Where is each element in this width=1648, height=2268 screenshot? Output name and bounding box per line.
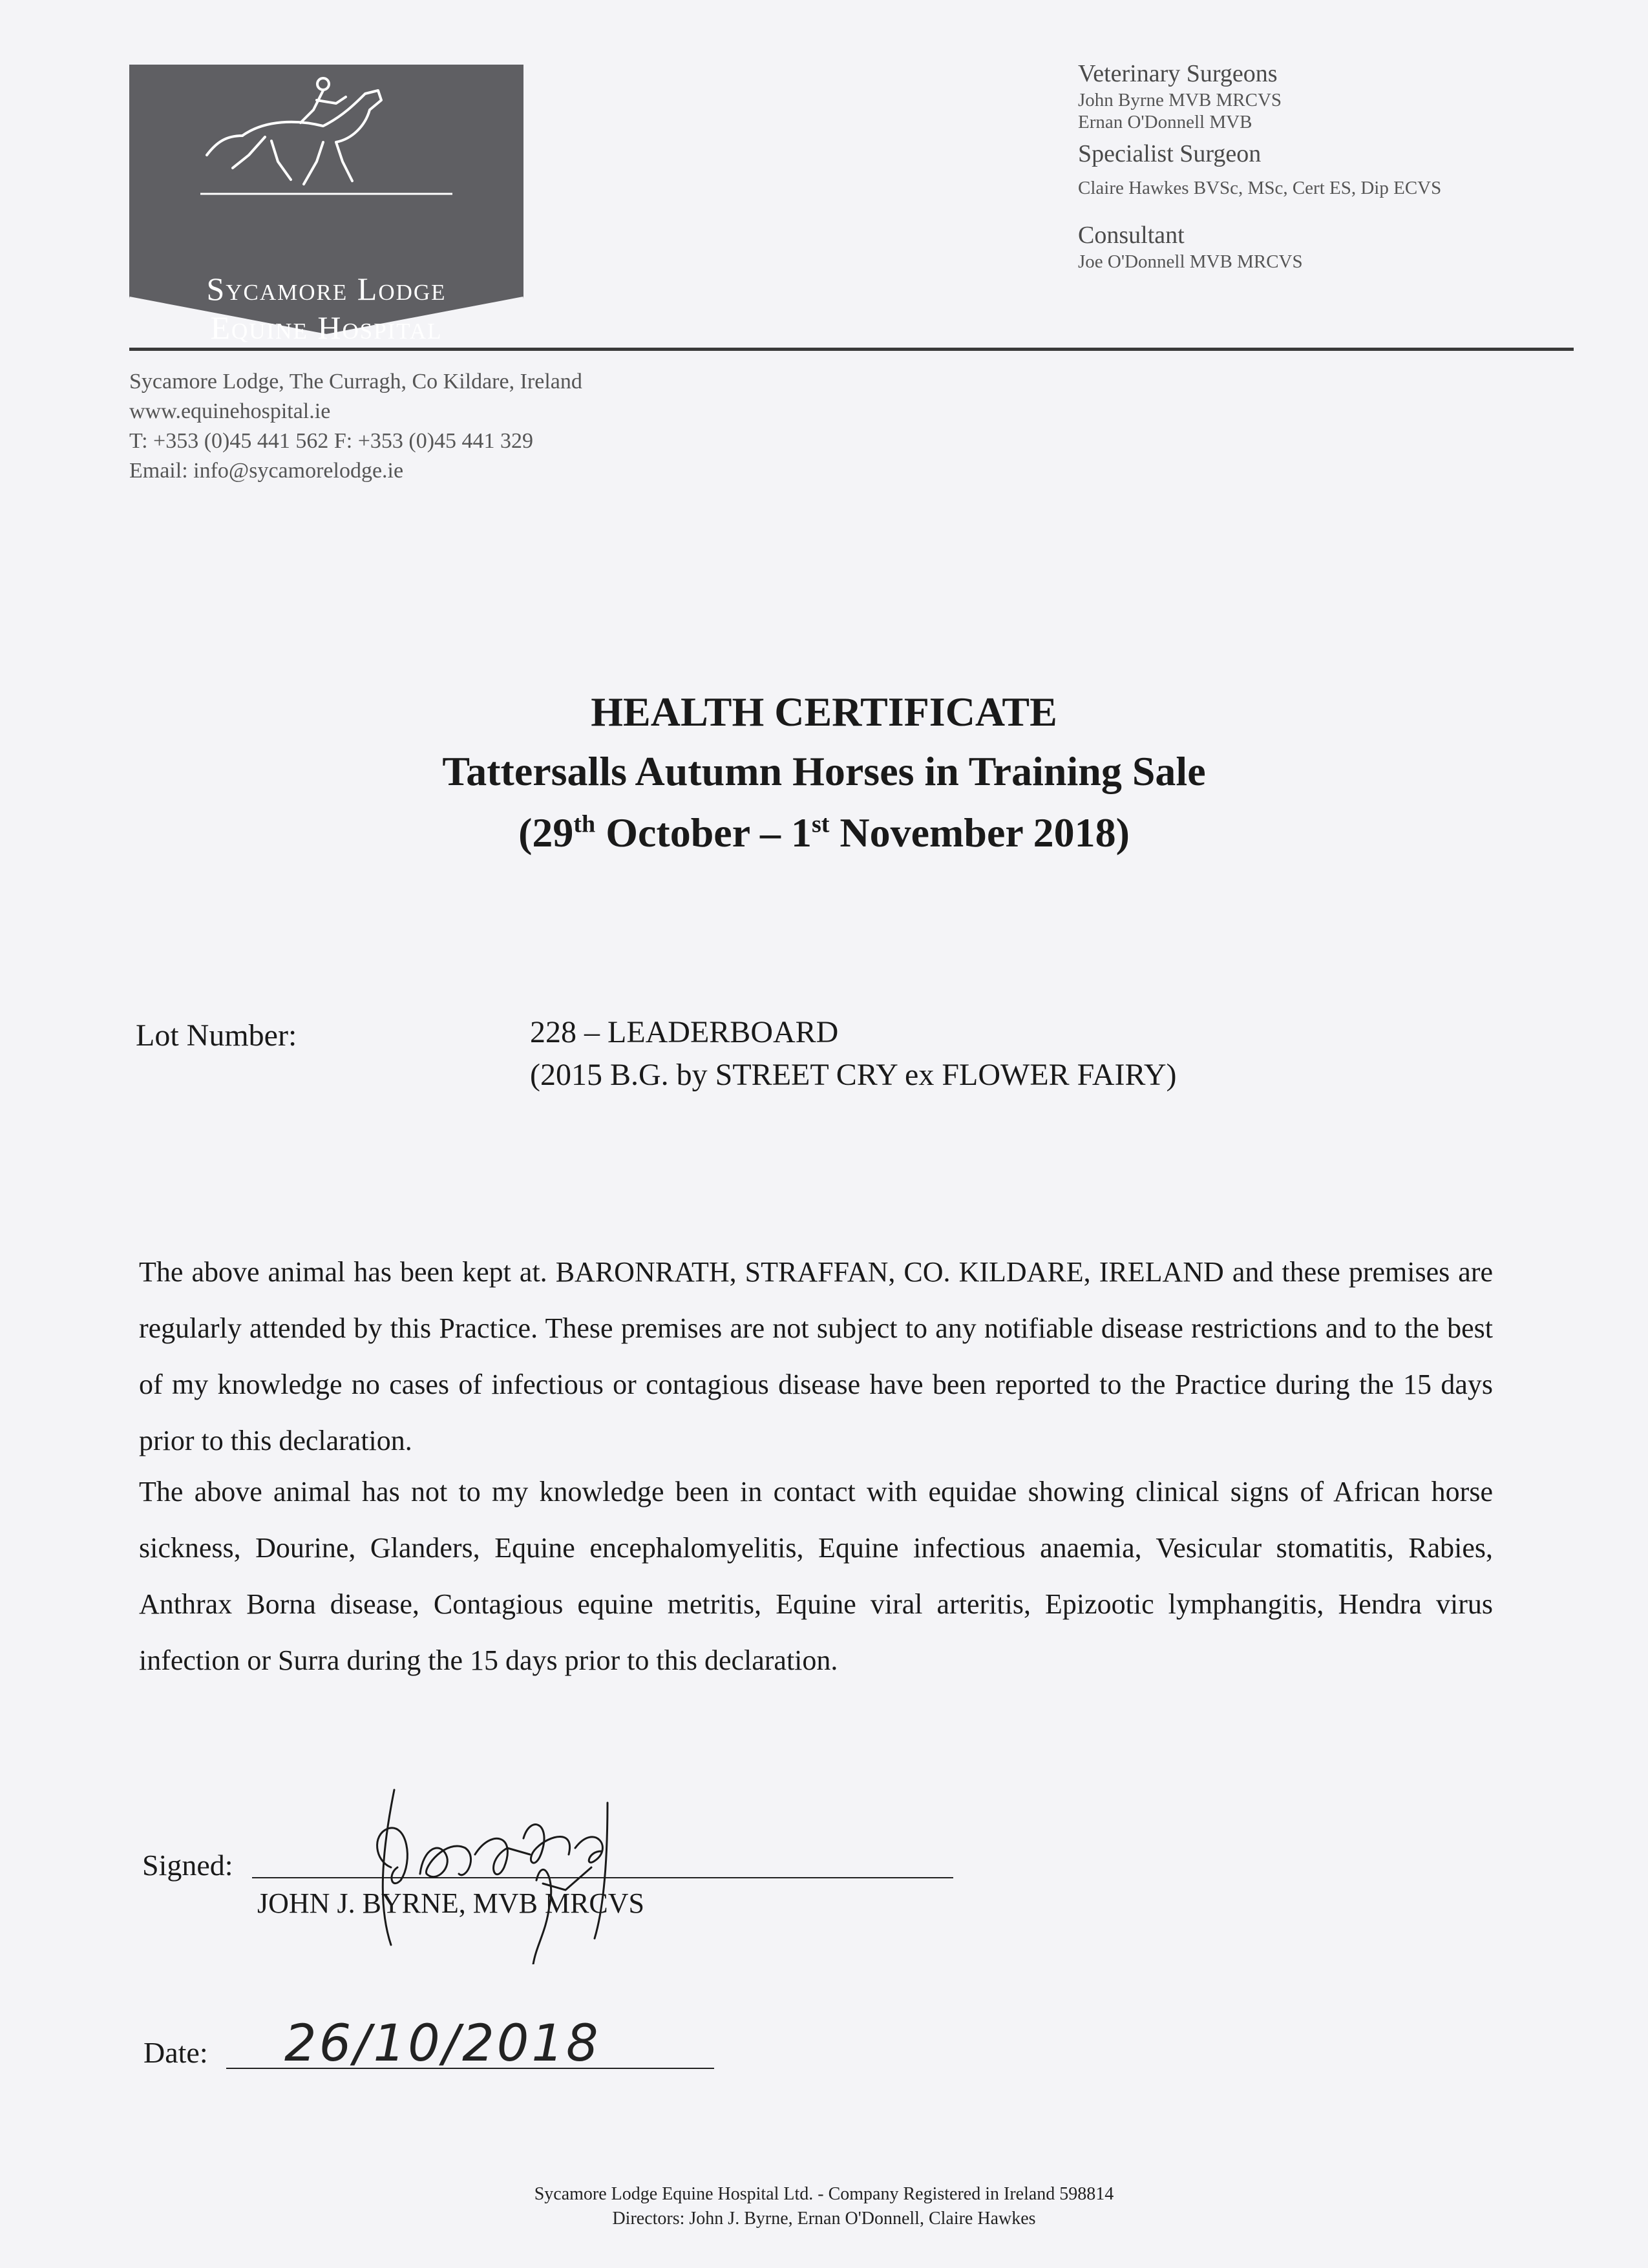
phone-fax: T: +353 (0)45 441 562 F: +353 (0)45 441 329: [129, 429, 534, 453]
vet-heading: Veterinary Surgeons: [1078, 60, 1278, 87]
address-line: Sycamore Lodge, The Curragh, Co Kildare, Ireland: [129, 370, 582, 394]
sale-name: Tattersalls Autumn Horses in Training Sale: [442, 748, 1206, 794]
lot-horse-pedigree: (2015 B.G. by STREET CRY ex FLOWER FAIRY): [530, 1058, 1177, 1092]
company-directors: Directors: John J. Byrne, Ernan O'Donnell, Claire Hawkes: [612, 2209, 1036, 2229]
consultant-heading: Consultant: [1078, 222, 1185, 249]
ordinal-suffix: th: [573, 810, 596, 838]
handwritten-date: 26/10/2018: [284, 2015, 601, 2073]
document-title: HEALTH CERTIFICATE: [591, 689, 1057, 735]
email-address[interactable]: Email: info@sycamorelodge.ie: [129, 459, 404, 483]
lot-number-value: [530, 1011, 1176, 1097]
staff-list: [1078, 58, 1595, 273]
lot-horse-name: 228 – LEADERBOARD: [530, 1015, 839, 1049]
contact-details: [129, 367, 905, 486]
sale-dates: [0, 809, 1648, 857]
declaration-paragraph-2: The above animal has not to my knowledge been in contact with equidae showing clinical signs of African horse sickness, Dourine, Glanders, Equine encephalomyelitis, Equine infectious anaemia, Vesicular stomatitis, Rabies, Anthrax Borna disease, Contagious equine metritis, Equine viral arteritis, Epizootic lymphangitis, Hendra virus infection or Surra during the 15 days prior to this declaration.: [139, 1476, 1493, 1676]
date-label: Date:: [143, 2036, 208, 2069]
handwritten-signature: [362, 1777, 724, 1964]
sale-dates-part: (29: [518, 810, 574, 856]
signer-name: JOHN J. BYRNE, MVB MRCVS: [257, 1887, 645, 1919]
consultant-name: Joe O'Donnell MVB MRCVS: [1078, 251, 1303, 272]
ordinal-suffix: st: [811, 810, 830, 838]
hospital-logo: [129, 65, 523, 346]
logo-title-line1: Sycamore Lodge: [206, 271, 447, 307]
sale-dates-part: October – 1: [595, 810, 812, 856]
company-registration: Sycamore Lodge Equine Hospital Ltd. - Company Registered in Ireland 598814: [534, 2184, 1114, 2204]
vet-name: John Byrne MVB MRCVS: [1078, 90, 1282, 110]
logo-title-line2: Equine Hospital: [210, 310, 443, 346]
sale-dates-part: November 2018): [829, 810, 1130, 856]
signed-label: Signed:: [142, 1849, 233, 1882]
vet-name: Ernan O'Donnell MVB: [1078, 112, 1252, 132]
lot-number-label: Lot Number:: [136, 1018, 297, 1053]
website-link[interactable]: www.equinehospital.ie: [129, 399, 331, 423]
specialist-name: Claire Hawkes BVSc, MSc, Cert ES, Dip ECVS: [1078, 178, 1442, 198]
header-divider: [129, 348, 1574, 351]
declaration-paragraph-1: The above animal has been kept at. BARONRATH, STRAFFAN, CO. KILDARE, IRELAND and these premises are regularly attended by this Practice. These premises are not subject to any notifiable disease restrictions and to the best of my knowledge no cases of infectious or contagious disease have been reported to the Practice during the 15 days prior to this declaration.: [139, 1256, 1493, 1456]
specialist-heading: Specialist Surgeon: [1078, 140, 1262, 167]
